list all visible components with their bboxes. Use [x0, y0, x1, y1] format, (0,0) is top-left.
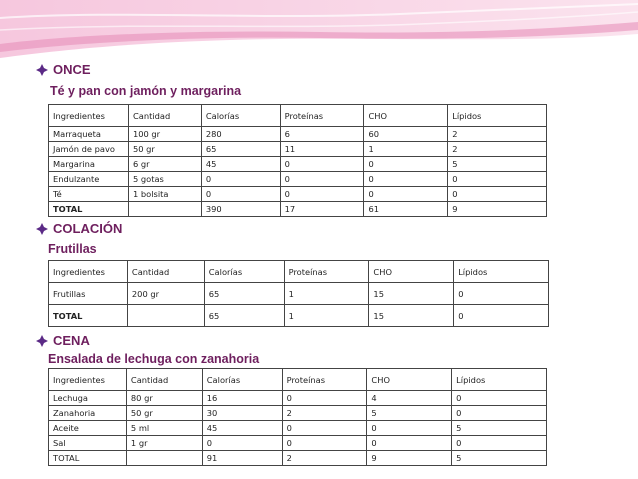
table-cell: 0: [448, 172, 547, 187]
header-cell: Ingredientes: [49, 261, 128, 283]
table-cell: 6 gr: [128, 157, 201, 172]
table-header-row: [49, 261, 549, 283]
table-cell: 0: [454, 283, 549, 305]
table-cell: TOTAL: [49, 451, 127, 466]
header-cell: Calorías: [204, 261, 284, 283]
table-cell: Margarina: [49, 157, 129, 172]
table-cell: 65: [201, 142, 280, 157]
diamond-bullet-icon: [36, 223, 48, 235]
table-row: [49, 127, 547, 142]
table-cell: Endulzante: [49, 172, 129, 187]
dish-title: Té y pan con jamón y margarina: [50, 84, 242, 98]
header-cell: CHO: [367, 369, 452, 391]
table-cell: TOTAL: [49, 305, 128, 327]
table-cell: 0: [367, 421, 452, 436]
diamond-bullet-icon: [36, 64, 48, 76]
table-cell: 5: [452, 451, 547, 466]
table-cell: 5 ml: [126, 421, 202, 436]
header-cell: Cantidad: [127, 261, 204, 283]
colacion-table: [48, 260, 549, 327]
table-cell: 9: [367, 451, 452, 466]
once-table: [48, 104, 547, 217]
table-cell: 0: [282, 391, 367, 406]
table-cell: 2: [282, 451, 367, 466]
table-cell: 30: [202, 406, 282, 421]
header-cell: Calorías: [201, 105, 280, 127]
table-total-row: [49, 202, 547, 217]
table-cell: 200 gr: [127, 283, 204, 305]
dish-title: Ensalada de lechuga con zanahoria: [48, 352, 260, 366]
table-cell: 5: [448, 157, 547, 172]
table-cell: 1 bolsita: [128, 187, 201, 202]
table-cell: 15: [369, 305, 454, 327]
header-cell: CHO: [364, 105, 448, 127]
table-cell: 9: [448, 202, 547, 217]
table-cell: TOTAL: [49, 202, 129, 217]
header-cell: Proteínas: [280, 105, 364, 127]
table-cell: 1: [364, 142, 448, 157]
table-cell: 5: [367, 406, 452, 421]
table-cell: 0: [201, 187, 280, 202]
table-cell: 5 gotas: [128, 172, 201, 187]
table-cell: Frutillas: [49, 283, 128, 305]
table-cell: 0: [280, 157, 364, 172]
table-row: [49, 157, 547, 172]
table-cell: [127, 305, 204, 327]
table-row: [49, 187, 547, 202]
section-cena-heading: [36, 333, 90, 348]
table-cell: 50 gr: [126, 406, 202, 421]
table-cell: Aceite: [49, 421, 127, 436]
table-cell: Té: [49, 187, 129, 202]
table-row: [49, 142, 547, 157]
cena-table: [48, 368, 547, 466]
table-cell: 0: [454, 305, 549, 327]
table-cell: 0: [367, 436, 452, 451]
table-cell: 0: [202, 436, 282, 451]
header-cell: CHO: [369, 261, 454, 283]
table-cell: 45: [201, 157, 280, 172]
table-cell: 16: [202, 391, 282, 406]
dish-title: Frutillas: [48, 242, 97, 256]
section-title: COLACIÓN: [53, 221, 123, 236]
table-row: [49, 172, 547, 187]
table-cell: Marraqueta: [49, 127, 129, 142]
header-cell: Lípidos: [454, 261, 549, 283]
table-cell: 0: [280, 187, 364, 202]
table-cell: 5: [452, 421, 547, 436]
table-cell: 0: [452, 391, 547, 406]
header-cell: Proteínas: [282, 369, 367, 391]
table-cell: 0: [201, 172, 280, 187]
table-cell: Jamón de pavo: [49, 142, 129, 157]
table-cell: 50 gr: [128, 142, 201, 157]
section-colacion-heading: [36, 221, 122, 236]
table-cell: 1 gr: [126, 436, 202, 451]
table-cell: 61: [364, 202, 448, 217]
table-cell: 0: [364, 172, 448, 187]
table-cell: 15: [369, 283, 454, 305]
table-cell: [126, 451, 202, 466]
table-cell: 0: [448, 187, 547, 202]
table-cell: 0: [452, 406, 547, 421]
table-row: [49, 283, 549, 305]
table-cell: 2: [282, 406, 367, 421]
section-title: ONCE: [53, 62, 91, 77]
table-cell: 91: [202, 451, 282, 466]
table-cell: 11: [280, 142, 364, 157]
table-row: [49, 406, 547, 421]
header-cell: Lípidos: [448, 105, 547, 127]
table-cell: Lechuga: [49, 391, 127, 406]
table-row: [49, 421, 547, 436]
table-cell: 6: [280, 127, 364, 142]
table-cell: 80 gr: [126, 391, 202, 406]
table-cell: 65: [204, 305, 284, 327]
table-cell: 1: [284, 305, 369, 327]
table-row: [49, 436, 547, 451]
table-total-row: [49, 451, 547, 466]
table-cell: 100 gr: [128, 127, 201, 142]
header-banner: [0, 0, 638, 60]
table-header-row: [49, 369, 547, 391]
table-header-row: [49, 105, 547, 127]
table-cell: 2: [448, 142, 547, 157]
table-cell: 65: [204, 283, 284, 305]
section-once-heading: [36, 62, 91, 77]
table-cell: Zanahoria: [49, 406, 127, 421]
table-cell: 0: [452, 436, 547, 451]
table-cell: 0: [364, 157, 448, 172]
table-cell: 2: [448, 127, 547, 142]
table-cell: Sal: [49, 436, 127, 451]
header-cell: Lípidos: [452, 369, 547, 391]
header-cell: Ingredientes: [49, 105, 129, 127]
table-cell: 0: [282, 421, 367, 436]
header-cell: Ingredientes: [49, 369, 127, 391]
table-cell: 17: [280, 202, 364, 217]
diamond-bullet-icon: [36, 335, 48, 347]
table-cell: [128, 202, 201, 217]
header-cell: Proteínas: [284, 261, 369, 283]
section-title: CENA: [53, 333, 90, 348]
table-cell: 390: [201, 202, 280, 217]
table-cell: 1: [284, 283, 369, 305]
table-cell: 0: [364, 187, 448, 202]
header-cell: Cantidad: [126, 369, 202, 391]
header-cell: Cantidad: [128, 105, 201, 127]
table-cell: 280: [201, 127, 280, 142]
header-cell: Calorías: [202, 369, 282, 391]
table-cell: 45: [202, 421, 282, 436]
table-cell: 4: [367, 391, 452, 406]
table-total-row: [49, 305, 549, 327]
table-cell: 0: [280, 172, 364, 187]
table-cell: 0: [282, 436, 367, 451]
table-row: [49, 391, 547, 406]
table-cell: 60: [364, 127, 448, 142]
